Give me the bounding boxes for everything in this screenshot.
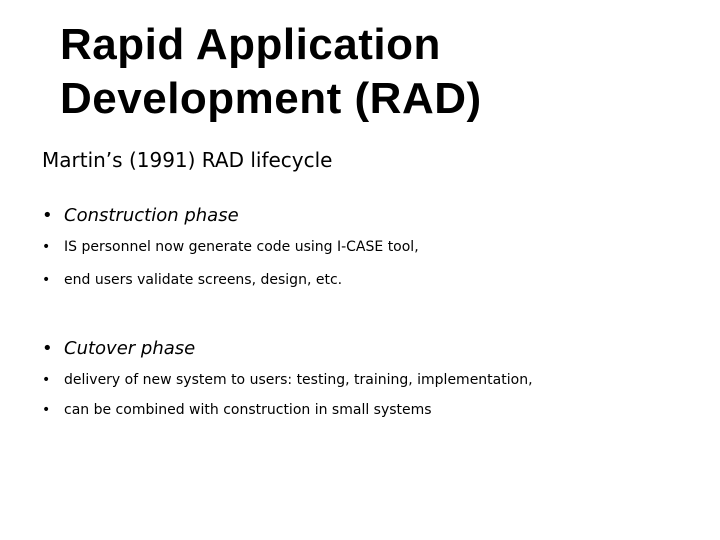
title-line-1: Rapid Application (60, 20, 441, 69)
slide-subtitle: Martin’s (1991) RAD lifecycle (42, 148, 333, 172)
bullet-marker: • (42, 338, 53, 359)
phase-heading: Construction phase (64, 205, 239, 226)
bullet-marker: • (42, 402, 51, 418)
detail-text: can be combined with construction in small systems (64, 402, 432, 418)
detail-text: delivery of new system to users: testing, training, implementation, (64, 372, 533, 388)
bullet-marker: • (42, 239, 51, 255)
phase-bullet-construction (42, 203, 239, 229)
phase-heading: Cutover phase (64, 338, 196, 359)
phase-bullet-cutover (42, 336, 195, 362)
detail-text: IS personnel now generate code using I-CASE tool, (64, 239, 419, 255)
slide-title (60, 18, 680, 126)
bullet-marker: • (42, 205, 53, 226)
title-line-2: Development (RAD) (60, 74, 482, 123)
detail-bullet (42, 270, 342, 290)
bullet-marker: • (42, 372, 51, 388)
detail-text: end users validate screens, design, etc. (64, 272, 343, 288)
detail-bullet (42, 237, 419, 257)
detail-bullet (42, 370, 533, 390)
bullet-marker: • (42, 272, 51, 288)
detail-bullet (42, 400, 432, 420)
